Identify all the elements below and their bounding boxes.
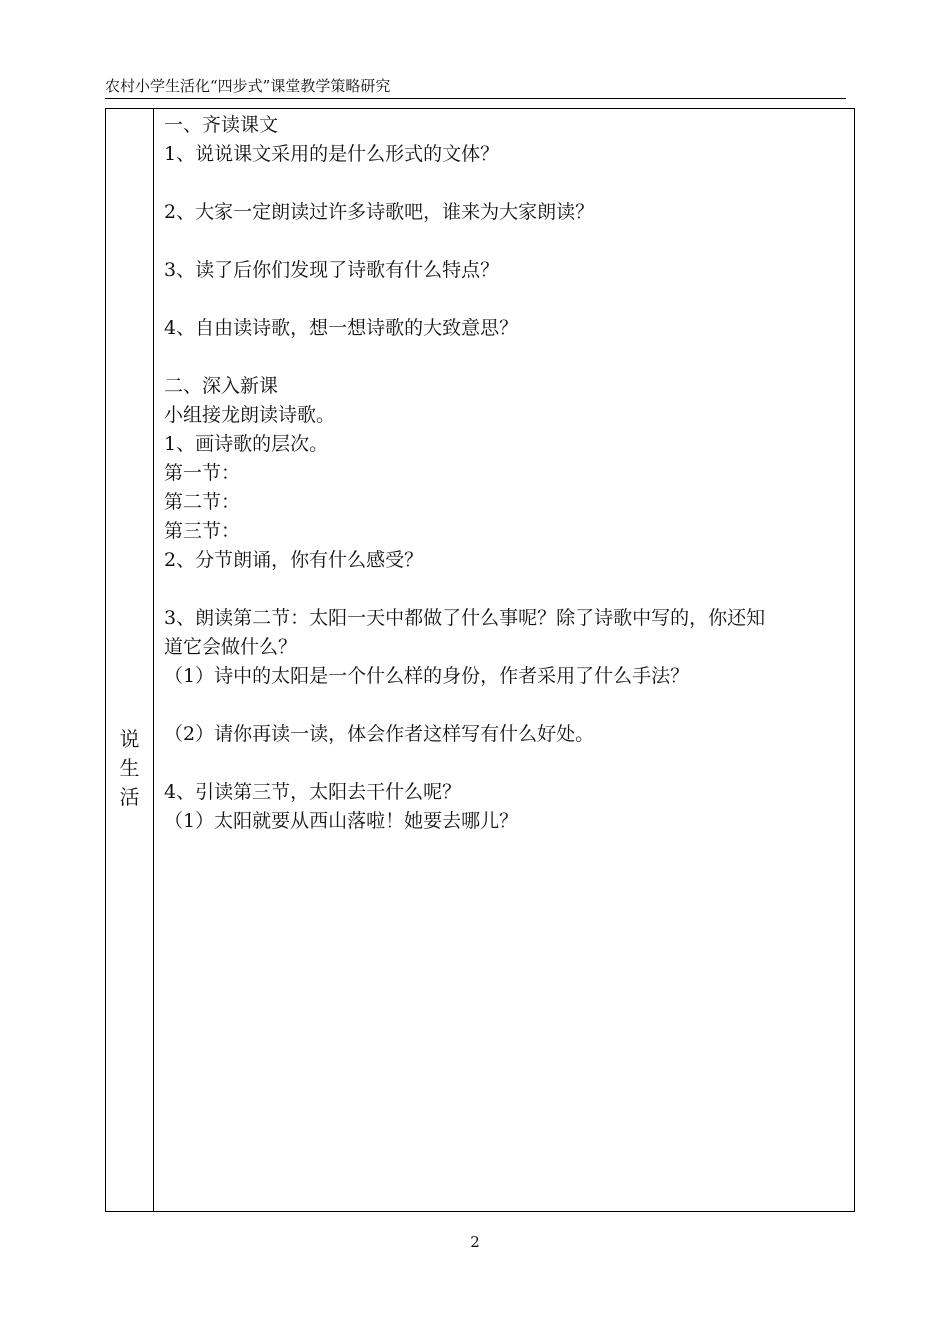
text-line: 第二节： xyxy=(164,491,241,513)
lesson-content xyxy=(164,111,849,836)
text-line: 小组接龙朗读诗歌。 xyxy=(164,404,336,426)
section-label-column xyxy=(106,109,154,1211)
text-line: 道它会做什么？ xyxy=(164,636,298,658)
section-label xyxy=(106,725,153,812)
text-line: 一、齐读课文 xyxy=(164,114,279,136)
text-line: 1、画诗歌的层次。 xyxy=(164,433,329,455)
text-line: 4、引读第三节，太阳去干什么呢？ xyxy=(164,781,462,803)
blank-line xyxy=(164,749,849,778)
text-line: 第三节： xyxy=(164,520,241,542)
blank-line xyxy=(164,227,849,256)
blank-line xyxy=(164,343,849,372)
header-title: 农村小学生活化“四步式”课堂教学策略研究 xyxy=(105,77,391,95)
text-line: （1）太阳就要从西山落啦！她要去哪儿？ xyxy=(164,810,519,832)
blank-line xyxy=(164,169,849,198)
section-label-char: 说 xyxy=(119,727,140,751)
text-line: 3、朗读第二节：太阳一天中都做了什么事呢？除了诗歌中写的，你还知 xyxy=(164,607,766,629)
blank-line xyxy=(164,285,849,314)
section-label-char: 生 xyxy=(119,756,140,780)
blank-line xyxy=(164,691,849,720)
text-line: 3、读了后你们发现了诗歌有什么特点？ xyxy=(164,259,500,281)
page-header xyxy=(105,76,846,99)
text-line: 1、说说课文采用的是什么形式的文体？ xyxy=(164,143,500,165)
text-line: 第一节： xyxy=(164,462,241,484)
text-line: （2）请你再读一读，体会作者这样写有什么好处。 xyxy=(164,723,595,745)
page-footer xyxy=(0,1232,950,1252)
page-number: 2 xyxy=(470,1233,480,1251)
text-line: 二、深入新课 xyxy=(164,375,279,397)
section-label-char: 活 xyxy=(119,785,140,809)
text-line: 2、分节朗诵，你有什么感受？ xyxy=(164,549,424,571)
blank-line xyxy=(164,575,849,604)
text-line: （1）诗中的太阳是一个什么样的身份，作者采用了什么手法？ xyxy=(164,665,690,687)
text-line: 4、自由读诗歌，想一想诗歌的大致意思？ xyxy=(164,317,519,339)
lesson-table xyxy=(105,108,855,1212)
text-line: 2、大家一定朗读过许多诗歌吧，谁来为大家朗读？ xyxy=(164,201,595,223)
